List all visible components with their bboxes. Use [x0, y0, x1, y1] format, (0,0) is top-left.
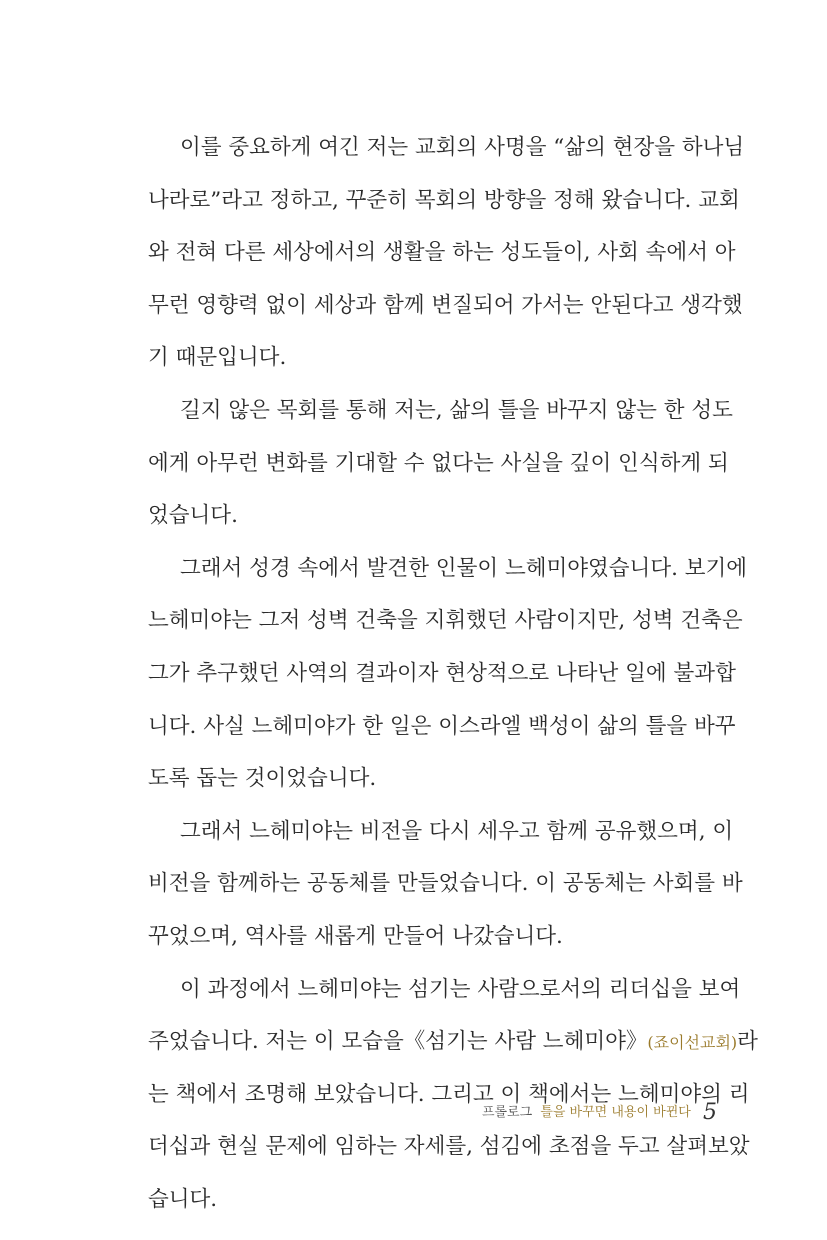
publisher-citation: (죠이선교회) [647, 1033, 738, 1053]
text-line: 더십과 현실 문제에 임하는 자세를, 섬김에 초점을 두고 살펴보았 [148, 1134, 750, 1160]
text-line: 비전을 함께하는 공동체를 만들었습니다. 이 공동체는 사회를 바 [148, 871, 743, 897]
text-line: 길지 않은 목회를 통해 저는, 삶의 틀을 바꾸지 않는 한 성도 [180, 397, 733, 423]
text-line: 그가 추구했던 사역의 결과이자 현상적으로 나타난 일에 불과합 [148, 660, 736, 686]
text-line: 그래서 느헤미야는 비전을 다시 세우고 함께 공유했으며, 이 [180, 818, 734, 844]
text-segment: 주었습니다. 저는 이 모습을《섬기는 사람 느헤미야》 [148, 1029, 648, 1055]
text-line: 느헤미야는 그저 성벽 건축을 지휘했던 사람이지만, 성벽 건축은 [148, 608, 743, 634]
text-line: 무런 영향력 없이 세상과 함께 변질되어 가서는 안된다고 생각했 [148, 292, 743, 318]
text-line: 는 책에서 조명해 보았습니다. 그리고 이 책에서는 느헤미야의 리 [148, 1081, 750, 1107]
page-body [148, 122, 758, 1226]
text-line: 이를 중요하게 여긴 저는 교회의 사명을 “삶의 현장을 하나님 [180, 135, 745, 160]
text-segment: 라 [737, 1029, 758, 1055]
text-line: 그래서 성경 속에서 발견한 인물이 느헤미야였습니다. 보기에 [180, 555, 748, 581]
text-line: 기 때문입니다. [148, 345, 287, 371]
text-line: 습니다. [148, 1186, 218, 1212]
text-line: 에게 아무런 변화를 기대할 수 없다는 사실을 깊이 인식하게 되 [148, 450, 729, 476]
text-line: 나라로”라고 정하고, 꾸준히 목회의 방향을 정해 왔습니다. 교회 [148, 187, 740, 213]
text-line-with-citation [148, 1016, 758, 1069]
text-line: 니다. 사실 느헤미야가 한 일은 이스라엘 백성이 삶의 틀을 바꾸 [148, 713, 736, 739]
text-line: 었습니다. [148, 503, 238, 529]
text-line: 와 전혀 다른 세상에서의 생활을 하는 성도들이, 사회 속에서 아 [148, 240, 736, 266]
page-number: 5 [703, 1100, 717, 1125]
text-line: 이 과정에서 느헤미야는 섬기는 사람으로서의 리더십을 보여 [180, 976, 741, 1002]
text-line: 꾸었으며, 역사를 새롭게 만들어 나갔습니다. [148, 923, 563, 949]
footer-chapter: 프롤로그 [481, 1105, 533, 1120]
running-footer [482, 1100, 717, 1125]
text-line: 도록 돕는 것이었습니다. [148, 766, 377, 792]
footer-subtitle: 틀을 바꾸면 내용이 바뀐다 [540, 1105, 691, 1120]
